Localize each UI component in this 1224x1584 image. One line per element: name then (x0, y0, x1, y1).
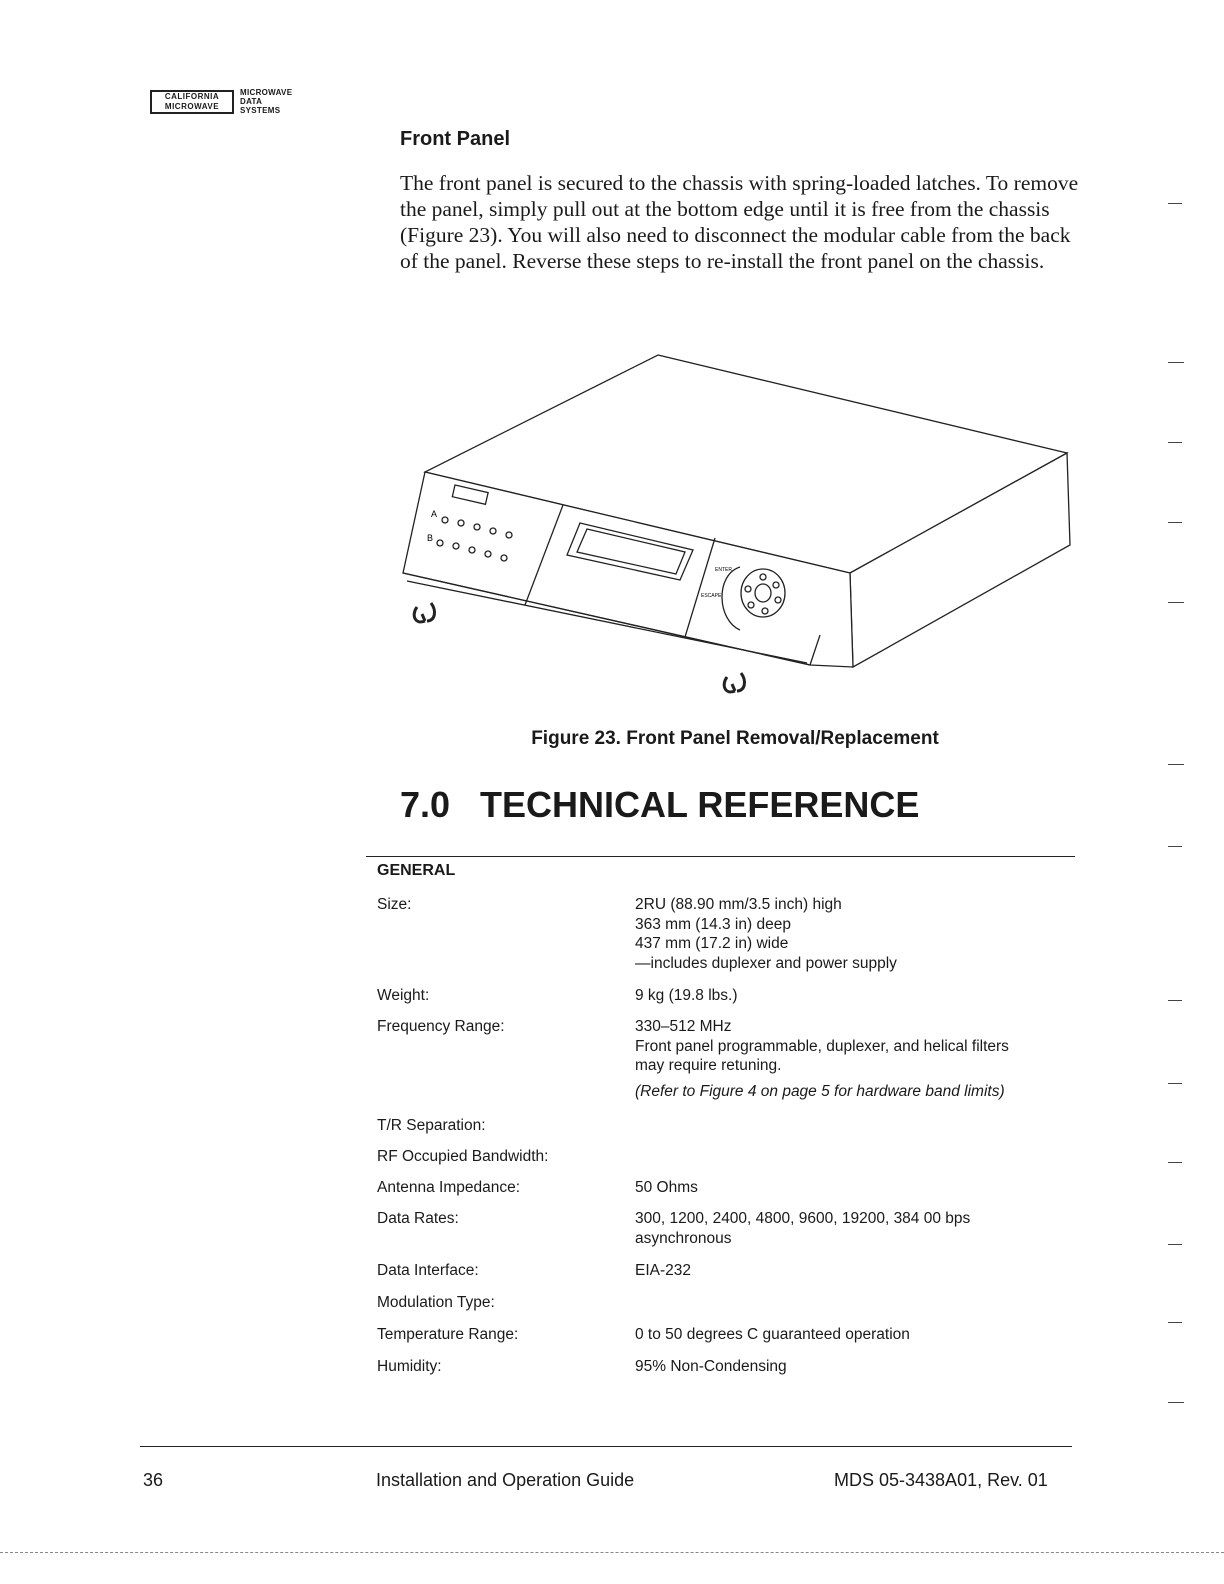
logo-wordmark (240, 88, 292, 115)
spec-value-line: 95% Non-Condensing (635, 1358, 787, 1375)
key-escape-label: ESCAPE (701, 593, 722, 599)
scan-bottom-edge (0, 1552, 1224, 1553)
logo-word-1: MICROWAVE (240, 88, 293, 97)
spec-value-line: asynchronous (635, 1229, 732, 1247)
spec-label: Data Rates: (377, 1210, 459, 1227)
spec-value-line: 0 to 50 degrees C guaranteed operation (635, 1326, 910, 1343)
front-panel-illustration (395, 345, 1085, 705)
page-number: 36 (143, 1470, 164, 1490)
spec-value (635, 1017, 1075, 1101)
spec-label: Temperature Range: (377, 1326, 519, 1343)
spec-value-line: 50 Ohms (635, 1179, 698, 1196)
spec-value (635, 1209, 1075, 1248)
spec-note: (Refer to Figure 4 on page 5 for hardware band limits) (635, 1082, 1005, 1100)
spec-label: Size: (377, 896, 412, 913)
spec-value (635, 1178, 1075, 1198)
spec-value (635, 895, 1075, 973)
spec-value-line: 2RU (88.90 mm/3.5 inch) high (635, 896, 842, 913)
logo-box-line-1: CALIFORNIA (164, 92, 220, 101)
removal-arrow-left (414, 603, 434, 622)
spec-value-line: —includes duplexer and power supply (635, 954, 897, 972)
spec-value-line: may require retuning. (635, 1057, 782, 1074)
spec-label: Antenna Impedance: (377, 1179, 521, 1196)
footer-doc-number: MDS 05-3438A01, Rev. 01 (834, 1470, 1048, 1490)
spec-label: Frequency Range: (377, 1018, 505, 1035)
company-logo (150, 88, 320, 118)
spec-label: T/R Separation: (377, 1117, 486, 1134)
spec-label: Weight: (377, 987, 430, 1004)
figure-caption: Figure 23. Front Panel Removal/Replacement (531, 728, 939, 749)
logo-word-2: DATA (240, 97, 263, 106)
spec-value-line: 330–512 MHz (635, 1018, 732, 1035)
logo-word-3: SYSTEMS (240, 106, 281, 115)
spec-value-line: EIA-232 (635, 1262, 692, 1279)
panel-row-a-label: A (431, 509, 438, 519)
spec-value (635, 986, 1075, 1006)
spec-label: Data Interface: (377, 1262, 479, 1279)
spec-value (635, 1357, 1075, 1377)
spec-group-heading: GENERAL (377, 862, 456, 879)
spec-label: RF Occupied Bandwidth: (377, 1148, 549, 1165)
footer-doc-title: Installation and Operation Guide (376, 1470, 635, 1490)
table-top-rule (366, 856, 1075, 857)
spec-label: Modulation Type: (377, 1294, 495, 1311)
logo-box (150, 90, 234, 114)
panel-row-b-label: B (427, 533, 434, 543)
spec-value-line: 437 mm (17.2 in) wide (635, 935, 789, 952)
spec-value-line: Front panel programmable, duplexer, and helical filters (635, 1037, 1009, 1055)
section-title: Front Panel (400, 128, 511, 150)
spec-value (635, 1261, 1075, 1281)
chapter-heading: 7.0 TECHNICAL REFERENCE (400, 784, 920, 825)
footer-rule (140, 1446, 1072, 1447)
logo-box-line-2: MICROWAVE (164, 102, 220, 111)
spec-value (635, 1325, 1075, 1345)
removal-arrow-right (724, 673, 744, 692)
chassis-drawing (395, 345, 1085, 705)
section-body: The front panel is secured to the chassis with spring-loaded latches. To remove the panel, simply pull out at the bottom edge until it is free from the chassis (Figure 23). You will also need to disconnect the modular cable from the back of the panel. Reverse these steps to re-install the front panel on the chassis. (400, 171, 1079, 273)
spec-value-line: 300, 1200, 2400, 4800, 9600, 19200, 384 00 bps (635, 1210, 971, 1227)
spec-label: Humidity: (377, 1358, 442, 1375)
spec-value-line: 363 mm (14.3 in) deep (635, 915, 791, 933)
key-enter-label: ENTER (715, 567, 732, 573)
spec-value-line: 9 kg (19.8 lbs.) (635, 987, 738, 1004)
